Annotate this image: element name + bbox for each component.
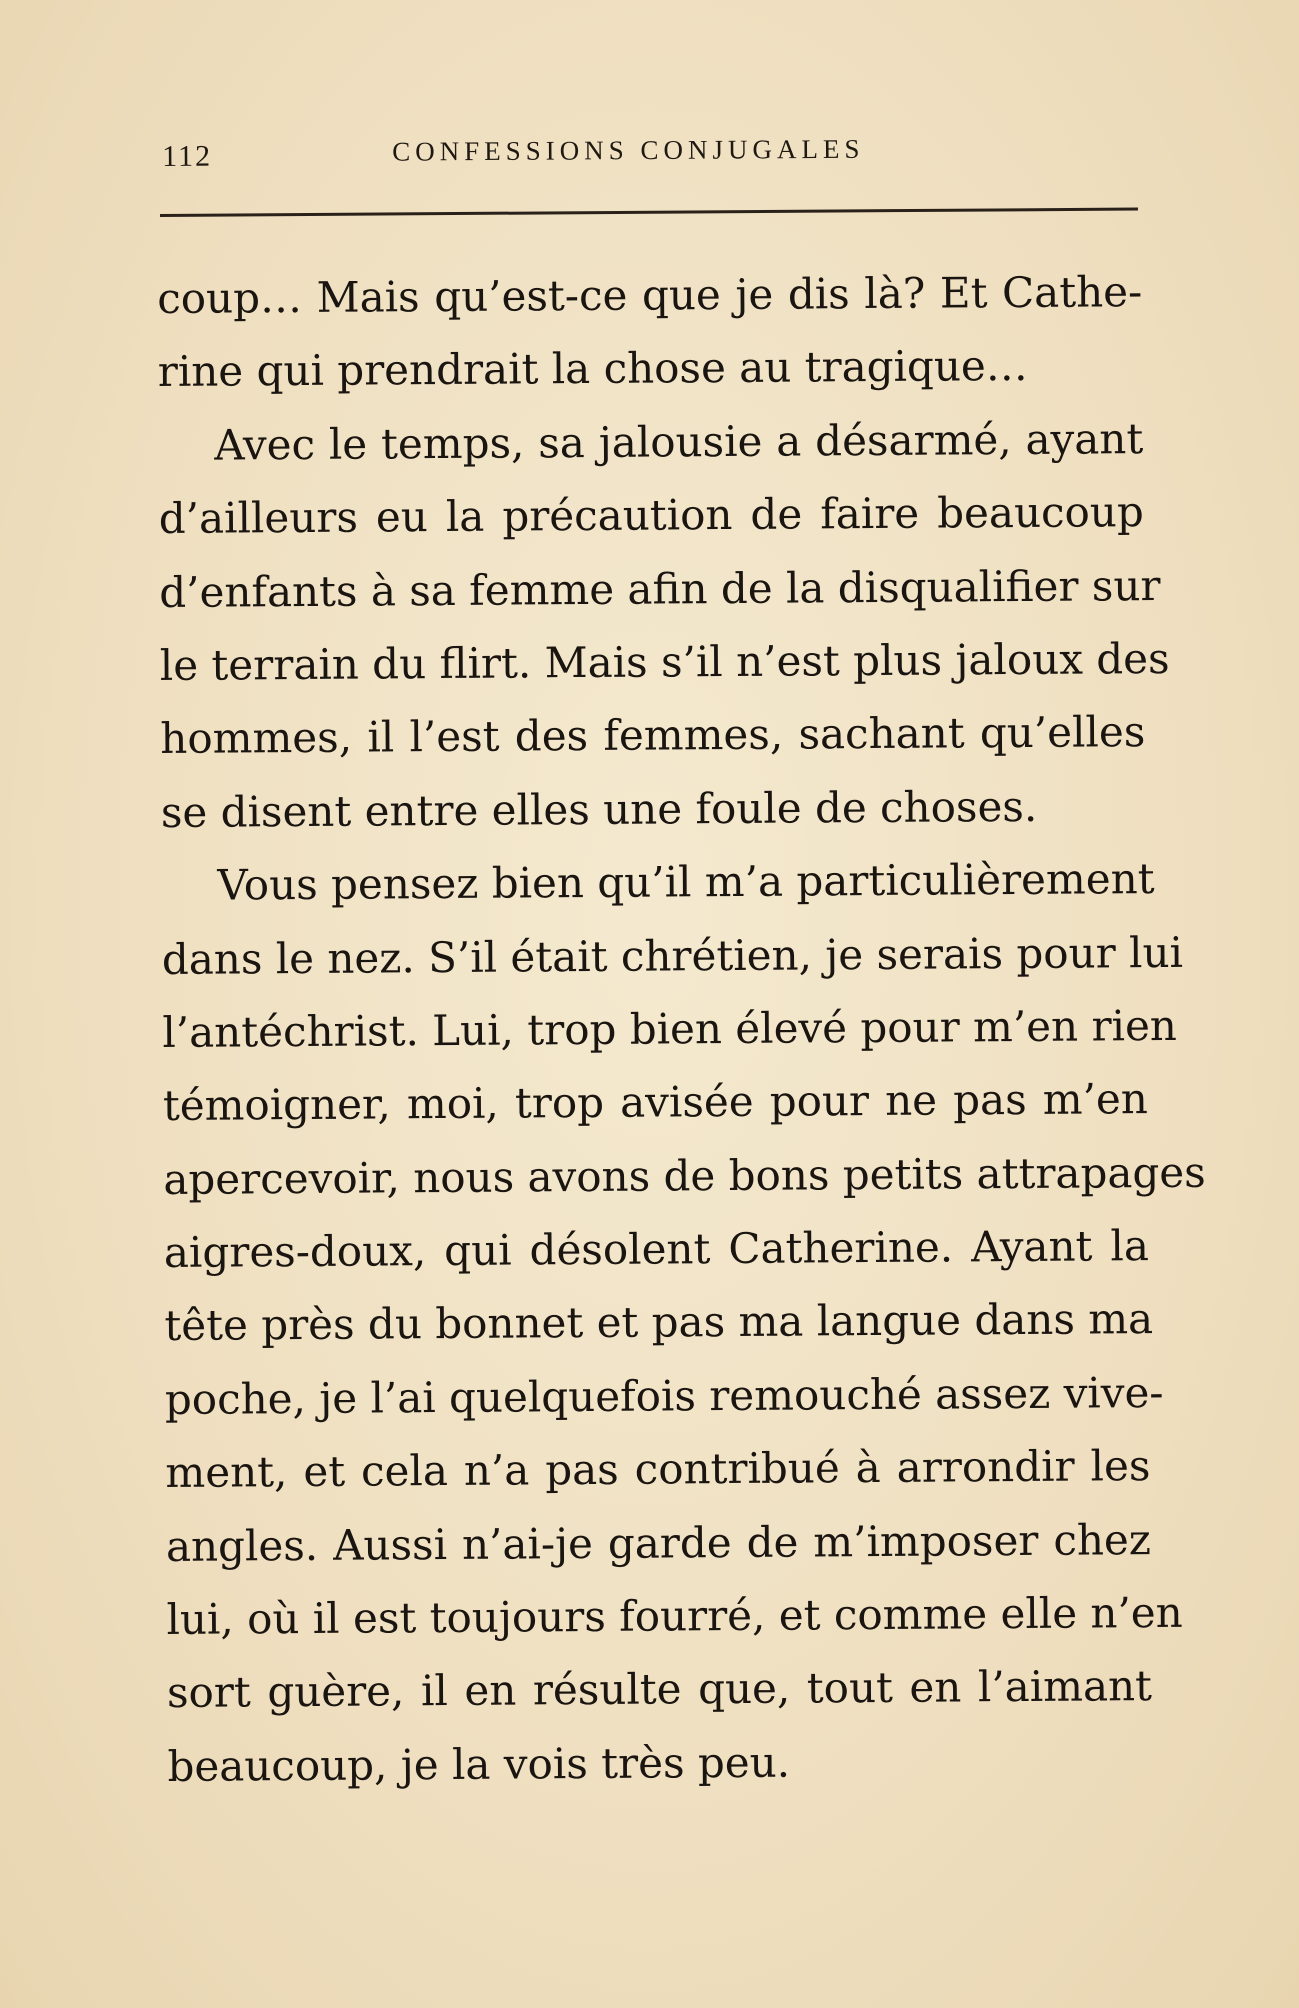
text-line: sort guère, il en résulte que, tout en l’aimant — [166, 1661, 1153, 1718]
page-header — [162, 120, 1137, 186]
text-line: témoigner, moi, trop avisée pour ne pas m’en — [162, 1074, 1149, 1131]
text-line: coup… Mais qu’est-ce que je dis là? Et Cathe- — [157, 267, 1143, 323]
text-line: d’enfants à sa femme afin de la disqualifier sur — [159, 560, 1161, 617]
text-line: hommes, il l’est des femmes, sachant qu’elles — [160, 707, 1146, 764]
text-line: lui, où il est toujours fourré, et comme elle n’en — [166, 1587, 1183, 1644]
text-line: dans le nez. S’il était chrétien, je serais pour lui — [161, 927, 1184, 984]
page-number: 112 — [162, 139, 213, 173]
text-line: d’ailleurs eu la précaution de faire beaucoup — [158, 487, 1144, 544]
text-line: Avec le temps, sa jalousie a désarmé, ayant — [214, 413, 1144, 470]
body-text — [157, 255, 1206, 1803]
text-line: angles. Aussi n’ai-je garde de m’imposer chez — [165, 1514, 1152, 1571]
text-line: Vous pensez bien qu’il m’a particulièrement — [217, 854, 1155, 910]
text-line: ment, et cela n’a pas contribué à arrondir les — [165, 1441, 1151, 1498]
text-line: aigres-doux, qui désolent Catherine. Ayant la — [163, 1221, 1150, 1278]
text-line: apercevoir, nous avons de bons petits attrapages — [163, 1147, 1206, 1204]
text-line: le terrain du flirt. Mais s’il n’est plus jaloux des — [159, 633, 1170, 690]
text-line: tête près du bonnet et pas ma langue dans ma — [164, 1294, 1154, 1351]
text-line: poche, je l’ai quelquefois remouché assez vive- — [164, 1367, 1164, 1424]
text-line: l’antéchrist. Lui, trop bien élevé pour m’en rien — [162, 1000, 1178, 1057]
text-line: beaucoup, je la vois très peu. — [167, 1737, 791, 1791]
text-line: rine qui prendrait la chose au tragique… — [157, 341, 1028, 397]
running-title: CONFESSIONS CONJUGALES — [392, 133, 865, 167]
text-line: se disent entre elles une foule de choses. — [160, 781, 1038, 837]
header-rule — [160, 208, 1138, 217]
